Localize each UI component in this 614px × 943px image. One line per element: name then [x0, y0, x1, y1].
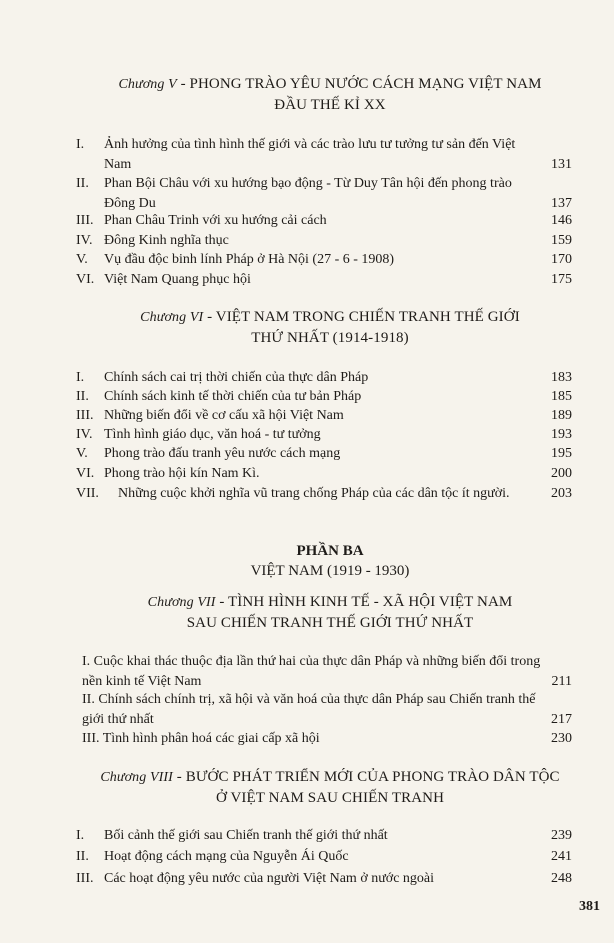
entry-page: 137: [551, 195, 572, 211]
entry-title: Phan Bội Châu với xu hướng bạo động - Từ Duy Tân hội đến phong trào Đông Du: [104, 176, 512, 211]
entry-page: 185: [551, 389, 572, 404]
chapter-title-line2: THỨ NHẤT (1914-1918): [251, 330, 409, 346]
chapter-6-heading: Chương VI - VIỆT NAM TRONG CHIẾN TRANH THẾ GIỚI THỨ NHẤT (1914-1918): [60, 307, 600, 348]
toc-entry: [82, 729, 572, 749]
chapter-label: Chương VII: [147, 595, 216, 610]
entry-number: IV.: [76, 233, 93, 248]
entry-title: Ảnh hưởng của tình hình thế giới và các trào lưu tư tưởng tư sản đến Việt Nam: [104, 137, 516, 172]
chapter-title-line2: ĐẦU THẾ KỈ XX: [274, 97, 386, 113]
entry-number: VI.: [76, 272, 95, 287]
toc-entry: [82, 690, 572, 729]
part-title: PHẦN BA: [296, 543, 364, 559]
entry-title: Những cuộc khởi nghĩa vũ trang chống Pháp của các dân tộc ít người.: [118, 486, 510, 501]
toc-entry: [76, 826, 572, 846]
chapter-title-line1: TÌNH HÌNH KINH TẾ - XÃ HỘI VIỆT NAM: [228, 594, 513, 610]
chapter-title-line1: PHONG TRÀO YÊU NƯỚC CÁCH MẠNG VIỆT NAM: [189, 76, 542, 92]
toc-entry: [76, 406, 572, 426]
entry-number: I.: [76, 828, 85, 843]
entry-number: V.: [76, 252, 88, 267]
entry-title: Vụ đầu độc binh lính Pháp ở Hà Nội (27 - 6 - 1908): [104, 252, 395, 267]
entry-number: I.: [76, 137, 85, 152]
toc-entry: [76, 174, 572, 213]
entry-number: VII.: [76, 486, 99, 501]
entry-title: Đông Kinh nghĩa thục: [104, 233, 229, 248]
chapter-title-line2: Ở VIỆT NAM SAU CHIẾN TRANH: [215, 790, 445, 806]
entry-page: 239: [551, 828, 572, 843]
chapter-label: Chương VIII: [100, 770, 173, 785]
entry-page: 175: [551, 272, 572, 287]
toc-entry: [76, 847, 572, 867]
chapter-label: Chương VI: [140, 310, 204, 325]
entry-title: Bối cảnh thế giới sau Chiến tranh thế giới thứ nhất: [104, 828, 388, 843]
toc-entry: [76, 869, 572, 889]
entry-page: 230: [551, 731, 572, 746]
toc-entry: [76, 464, 572, 484]
entry-title: Hoạt động cách mạng của Nguyễn Ái Quốc: [104, 849, 349, 864]
toc-entry: [76, 368, 572, 388]
entry-title: II. Chính sách chính trị, xã hội và văn hoá của thực dân Pháp sau Chiến tranh thế giới thứ nhất: [82, 692, 536, 727]
entry-number: III.: [76, 871, 94, 886]
entry-page: 193: [551, 427, 572, 442]
entry-title: Các hoạt động yêu nước của người Việt Nam ở nước ngoài: [104, 871, 435, 886]
entry-page: 200: [551, 466, 572, 481]
chapter-5-heading: Chương V - PHONG TRÀO YÊU NƯỚC CÁCH MẠNG VIỆT NAM ĐẦU THẾ KỈ XX: [60, 74, 600, 115]
entry-page: 189: [551, 408, 572, 423]
toc-entry: [82, 652, 572, 691]
entry-number: I.: [76, 370, 85, 385]
toc-entry: [76, 425, 572, 445]
entry-number: II.: [76, 849, 89, 864]
entry-title: Phong trào hội kín Nam Kì.: [104, 466, 260, 481]
chapter-title-line1: BƯỚC PHÁT TRIỂN MỚI CỦA PHONG TRÀO DÂN TỘC: [185, 769, 560, 785]
entry-number: IV.: [76, 427, 93, 442]
page-number: 381: [579, 899, 600, 914]
chapter-7-heading: Chương VII - TÌNH HÌNH KINH TẾ - XÃ HỘI VIỆT NAM SAU CHIẾN TRANH THẾ GIỚI THỨ NHẤT: [60, 592, 600, 633]
entry-page: 170: [551, 252, 572, 267]
entry-page: 248: [551, 871, 572, 886]
entry-number: III.: [76, 213, 94, 228]
chapter-title-line2: SAU CHIẾN TRANH THẾ GIỚI THỨ NHẤT: [186, 615, 474, 631]
entry-number: V.: [76, 446, 88, 461]
entry-title: Chính sách kinh tế thời chiến của tư bản Pháp: [104, 389, 362, 404]
toc-entry: [76, 484, 572, 504]
entry-title: Những biến đổi về cơ cấu xã hội Việt Nam: [104, 408, 344, 423]
entry-title: I. Cuộc khai thác thuộc địa lần thứ hai của thực dân Pháp và những biến đổi trong nền kinh tế Việt Nam: [82, 654, 541, 689]
entry-page: 195: [551, 446, 572, 461]
chapter-label: Chương V: [118, 77, 177, 92]
entry-title: Tình hình giáo dục, văn hoá - tư tưởng: [104, 427, 321, 442]
entry-page: 211: [551, 673, 572, 689]
toc-entry: [76, 444, 572, 464]
entry-page: 203: [551, 486, 572, 501]
entry-number: VI.: [76, 466, 95, 481]
part-heading: [60, 541, 600, 581]
entry-number: III.: [76, 408, 94, 423]
entry-page: 217: [551, 711, 572, 727]
entry-page: 131: [551, 156, 572, 172]
chapter-title-line1: VIỆT NAM TRONG CHIẾN TRANH THẾ GIỚI: [215, 309, 520, 325]
part-subtitle: VIỆT NAM (1919 - 1930): [250, 563, 410, 579]
entry-page: 241: [551, 849, 572, 864]
entry-title: Việt Nam Quang phục hội: [104, 272, 251, 287]
entry-title: Phong trào đấu tranh yêu nước cách mạng: [104, 446, 341, 461]
toc-entry: [76, 231, 572, 251]
toc-entry: [76, 250, 572, 270]
toc-entry: [76, 211, 572, 231]
entry-number: II.: [76, 176, 89, 191]
entry-title: Phan Châu Trinh với xu hướng cải cách: [104, 213, 327, 228]
entry-title: III. Tình hình phân hoá các giai cấp xã hội: [82, 731, 320, 746]
entry-title: Chính sách cai trị thời chiến của thực dân Pháp: [104, 370, 369, 385]
toc-entry: [76, 270, 572, 290]
entry-number: II.: [76, 389, 89, 404]
toc-entry: [76, 387, 572, 407]
entry-page: 159: [551, 233, 572, 248]
chapter-8-heading: Chương VIII - BƯỚC PHÁT TRIỂN MỚI CỦA PHONG TRÀO DÂN TỘC Ở VIỆT NAM SAU CHIẾN TRANH: [60, 767, 600, 808]
toc-entry: [76, 135, 572, 174]
entry-page: 146: [551, 213, 572, 228]
entry-page: 183: [551, 370, 572, 385]
